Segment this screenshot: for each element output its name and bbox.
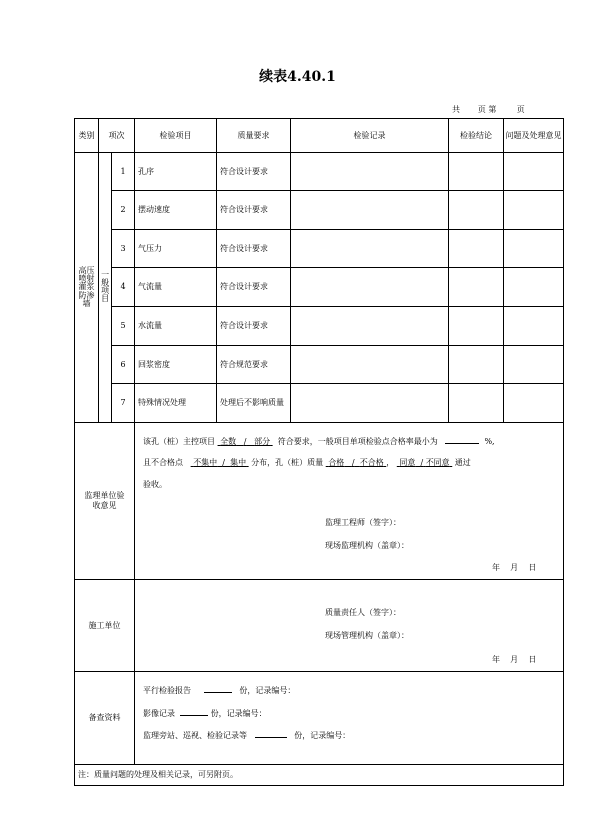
row-requirement: 符合设计要求 bbox=[217, 191, 291, 230]
construction-date: 年 月 日 bbox=[492, 655, 537, 664]
row-issue-cell[interactable] bbox=[504, 191, 564, 230]
row-requirement: 处理后不影响质量 bbox=[217, 384, 291, 423]
supervision-org-seal-label: 现场监理机构（盖章）： bbox=[325, 541, 409, 550]
header-issue-handling: 问题及处理意见 bbox=[504, 119, 564, 153]
supervision-label: 监理单位验收意见 bbox=[84, 490, 125, 510]
row-item: 回浆密度 bbox=[135, 346, 217, 384]
option-disagree: 不同意 bbox=[425, 458, 450, 467]
table-row bbox=[75, 384, 564, 423]
header-row bbox=[75, 119, 564, 153]
supervision-section bbox=[75, 423, 564, 580]
row-record-cell[interactable] bbox=[291, 230, 449, 268]
table-row bbox=[75, 230, 564, 268]
row-record-cell[interactable] bbox=[291, 307, 449, 346]
row-item: 气压力 bbox=[135, 230, 217, 268]
engineer-sign-label: 监理工程师（签字）： bbox=[325, 518, 401, 527]
row-conclusion-cell[interactable] bbox=[449, 384, 504, 423]
row-conclusion-cell[interactable] bbox=[449, 268, 504, 307]
row-requirement: 符合规范要求 bbox=[217, 346, 291, 384]
reference-line-3: 监理旁站、巡视、检验记录等 份，记录编号： bbox=[143, 731, 351, 740]
row-issue-cell[interactable] bbox=[504, 268, 564, 307]
table-row bbox=[75, 153, 564, 191]
row-conclusion-cell[interactable] bbox=[449, 153, 504, 191]
row-item: 水流量 bbox=[135, 307, 217, 346]
row-item: 气流量 bbox=[135, 268, 217, 307]
reference-line-2: 影像记录 份，记录编号： bbox=[143, 709, 267, 718]
row-requirement: 符合设计要求 bbox=[217, 230, 291, 268]
supervision-text: 分布，孔（桩）质量 bbox=[251, 458, 324, 467]
supervision-line-3: 验收。 bbox=[143, 480, 167, 489]
header-inspection-item: 检验项目 bbox=[135, 119, 217, 153]
reference-content bbox=[135, 672, 564, 765]
inspection-form-table bbox=[74, 118, 564, 786]
option-agree[interactable]: 同意 / 不同意 bbox=[399, 458, 450, 467]
row-record-cell[interactable] bbox=[291, 346, 449, 384]
option-fail: 不合格 bbox=[359, 458, 384, 467]
table-row bbox=[75, 346, 564, 384]
row-issue-cell[interactable] bbox=[504, 230, 564, 268]
row-record-cell[interactable] bbox=[291, 191, 449, 230]
row-item: 摆动速度 bbox=[135, 191, 217, 230]
reference-label: 备查资料 bbox=[75, 672, 135, 765]
reference-section bbox=[75, 672, 564, 765]
row-item: 孔序 bbox=[135, 153, 217, 191]
construction-org-seal-label: 现场管理机构（盖章）： bbox=[325, 631, 409, 640]
row-number: 2 bbox=[112, 191, 135, 230]
category-label: 高压喷射灌浆防渗墙 bbox=[78, 265, 95, 309]
table-row bbox=[75, 191, 564, 230]
supervision-text: 且不合格点 bbox=[143, 458, 183, 467]
row-conclusion-cell[interactable] bbox=[449, 307, 504, 346]
category-cell bbox=[75, 153, 99, 423]
percent-sign: %, bbox=[484, 437, 495, 446]
image-record-count-field[interactable] bbox=[180, 707, 208, 716]
page-current-label: 第 bbox=[488, 105, 497, 114]
page-current-unit: 页 bbox=[516, 105, 525, 114]
parallel-report-count-field[interactable] bbox=[204, 684, 232, 693]
quality-sign-label: 质量责任人（签字）： bbox=[325, 608, 401, 617]
construction-label: 施工单位 bbox=[75, 580, 135, 672]
header-item-no: 项次 bbox=[99, 119, 135, 153]
construction-content bbox=[135, 580, 564, 672]
row-issue-cell[interactable] bbox=[504, 153, 564, 191]
header-inspection-conclusion: 检验结论 bbox=[449, 119, 504, 153]
table-row bbox=[75, 307, 564, 346]
row-item: 特殊情况处理 bbox=[135, 384, 217, 423]
header-category: 类别 bbox=[75, 119, 99, 153]
sub-category-label: 一般项目 bbox=[100, 270, 110, 303]
supervision-line-2: 且不合格点 不集中 / 集中 分布，孔（桩）质量 合格 / 不合格 ， 同意 / 不同意 通过 bbox=[143, 458, 471, 467]
page-total-label: 共 bbox=[452, 105, 460, 114]
row-number: 4 bbox=[112, 268, 135, 307]
option-pass[interactable]: 合格 / 不合格 bbox=[328, 458, 384, 467]
min-pass-rate-field[interactable] bbox=[445, 435, 479, 444]
option-concentrated: 集中 bbox=[230, 458, 247, 467]
construction-section bbox=[75, 580, 564, 672]
reference-line-1: 平行检验报告 份，记录编号： bbox=[143, 686, 296, 695]
header-inspection-record: 检验记录 bbox=[291, 119, 449, 153]
form-title: 续表4.40.1 bbox=[259, 69, 336, 85]
supervision-text: 该孔（桩）主控项目 bbox=[143, 437, 215, 446]
row-issue-cell[interactable] bbox=[504, 384, 564, 423]
row-conclusion-cell[interactable] bbox=[449, 346, 504, 384]
supervision-label-cell bbox=[75, 423, 135, 580]
row-requirement: 符合设计要求 bbox=[217, 268, 291, 307]
row-number: 7 bbox=[112, 384, 135, 423]
table-row bbox=[75, 268, 564, 307]
row-requirement: 符合设计要求 bbox=[217, 153, 291, 191]
row-conclusion-cell[interactable] bbox=[449, 230, 504, 268]
option-all[interactable]: 全数 / 部分 bbox=[220, 437, 271, 446]
sub-category-cell bbox=[99, 153, 112, 423]
row-requirement: 符合设计要求 bbox=[217, 307, 291, 346]
supervision-date: 年 月 日 bbox=[492, 563, 537, 572]
row-record-cell[interactable] bbox=[291, 384, 449, 423]
supervision-line-1 bbox=[143, 435, 495, 446]
row-number: 1 bbox=[112, 153, 135, 191]
row-number: 6 bbox=[112, 346, 135, 384]
supervision-content bbox=[135, 423, 564, 580]
row-issue-cell[interactable] bbox=[504, 307, 564, 346]
row-record-cell[interactable] bbox=[291, 153, 449, 191]
option-part: 部分 bbox=[254, 437, 271, 446]
header-quality-requirement: 质量要求 bbox=[217, 119, 291, 153]
row-number: 5 bbox=[112, 307, 135, 346]
note-text: 注：质量问题的处理及相关记录，可另附页。 bbox=[75, 765, 564, 786]
row-number: 3 bbox=[112, 230, 135, 268]
supervision-text: 符合要求，一般项目单项检验点合格率最小为 bbox=[277, 437, 438, 446]
row-conclusion-cell[interactable] bbox=[449, 191, 504, 230]
row-issue-cell[interactable] bbox=[504, 346, 564, 384]
page-total-unit: 页 bbox=[477, 105, 486, 114]
option-unconcentrated[interactable]: 不集中 / 集中 bbox=[193, 458, 247, 467]
note-row bbox=[75, 765, 564, 786]
page-info bbox=[452, 104, 525, 115]
supervision-record-count-field[interactable] bbox=[255, 729, 287, 738]
supervision-text: 通过 bbox=[454, 458, 471, 467]
row-record-cell[interactable] bbox=[291, 268, 449, 307]
